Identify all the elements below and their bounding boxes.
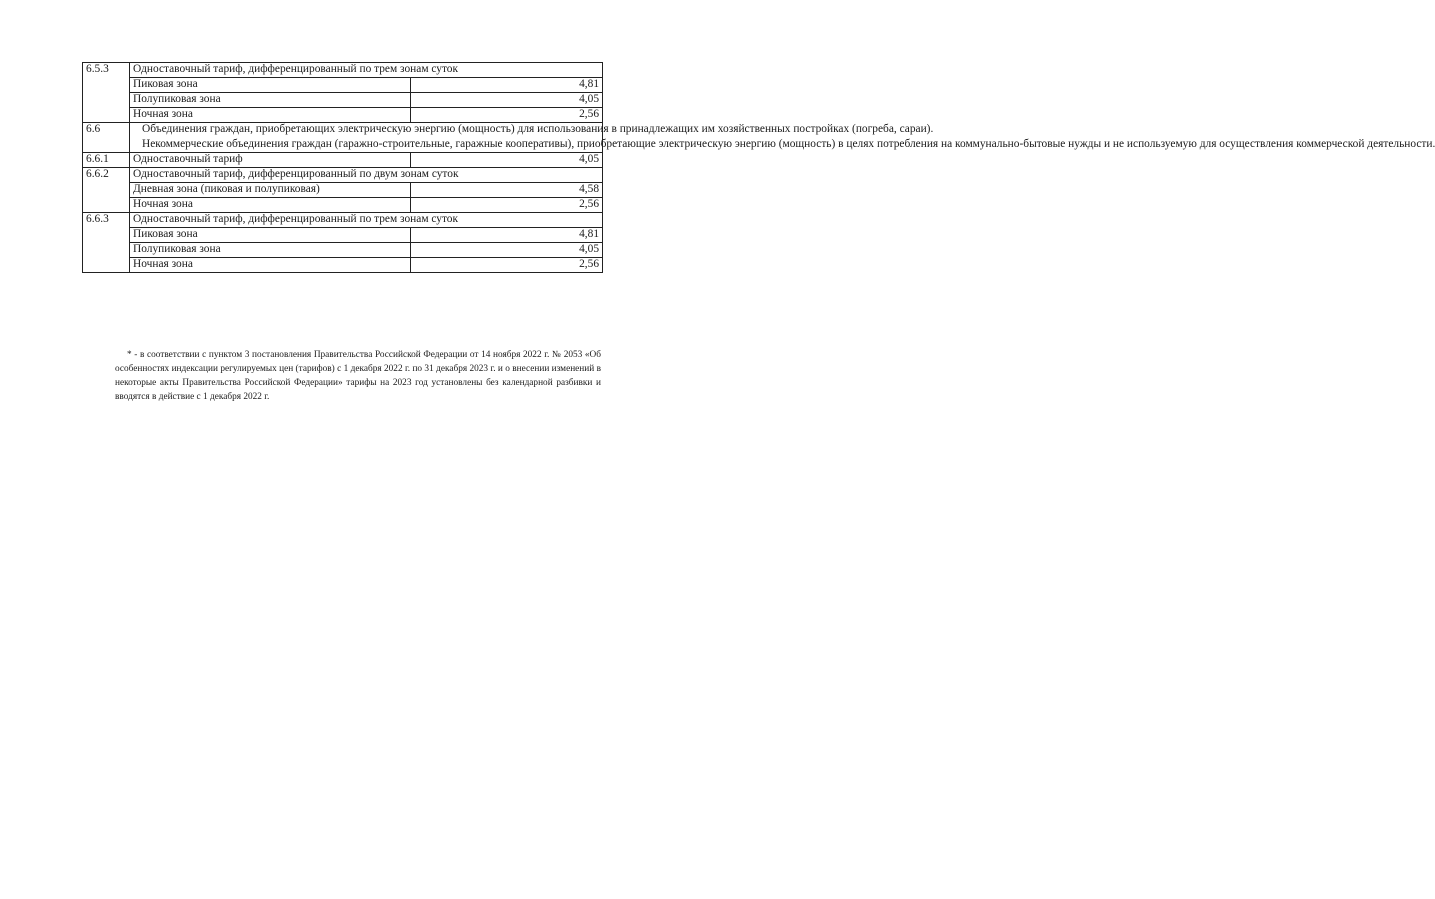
- table-row: [83, 78, 603, 93]
- tariff-table: [82, 62, 1435, 273]
- zone-name: Ночная зона: [130, 258, 411, 273]
- tariff-value: 2,56: [411, 108, 603, 123]
- zone-name: Полупиковая зона: [130, 243, 411, 258]
- table-row-6-6-3-header: [83, 213, 603, 228]
- table-row: [83, 108, 603, 123]
- table-row: [83, 243, 603, 258]
- zone-name: Ночная зона: [130, 198, 411, 213]
- table-row: [83, 258, 603, 273]
- tariff-value: 2,56: [411, 258, 603, 273]
- zone-name: Полупиковая зона: [130, 93, 411, 108]
- tariff-title: Одноставочный тариф: [130, 153, 411, 168]
- row-number: 6.5.3: [83, 63, 130, 123]
- footnote: * - в соответствии с пунктом 3 постановления Правительства Российской Федерации от 14 ноября 2022 г. № 2053 «Об особенностях индексации регулируемых цен (тарифов) с 1 декабря 2022 г. по 31 декабря 2023 г. и о внесении изменений в некоторые акты Правительства Российской Федерации» тарифы на 2023 год установлены без календарной разбивки и вводятся в действие с 1 декабря 2022 г.: [115, 350, 601, 402]
- tariff-title: Одноставочный тариф, дифференцированный по двум зонам суток: [130, 168, 603, 183]
- description-paragraph: Некоммерческие объединения граждан (гаражно-строительные, гаражные кооперативы), приобретающие электрическую энергию (мощность) в целях потребления на коммунально-бытовые нужды и не используемую для осуществления коммерческой деятельности.: [142, 138, 1435, 150]
- row-number: 6.6.2: [83, 168, 130, 213]
- zone-name: Пиковая зона: [130, 78, 411, 93]
- table-row-6-5-3-header: [83, 63, 603, 78]
- row-number: 6.6.1: [83, 153, 130, 168]
- table-row: [83, 183, 603, 198]
- zone-name: Дневная зона (пиковая и полупиковая): [130, 183, 411, 198]
- row-number: 6.6.3: [83, 213, 130, 273]
- tariff-value: 4,58: [411, 183, 603, 198]
- tariff-title: Одноставочный тариф, дифференцированный по трем зонам суток: [130, 213, 603, 228]
- zone-name: Пиковая зона: [130, 228, 411, 243]
- row-number: 6.6: [83, 123, 130, 153]
- tariff-value: 4,81: [411, 78, 603, 93]
- table-row-6-6-2-header: [83, 168, 603, 183]
- tariff-value: 4,05: [411, 243, 603, 258]
- table-row: [83, 93, 603, 108]
- tariff-value: 4,05: [411, 153, 603, 168]
- consumer-group-description: [130, 123, 1435, 153]
- tariff-title: Одноставочный тариф, дифференцированный по трем зонам суток: [130, 63, 603, 78]
- table-row-6-6: [83, 123, 603, 153]
- tariff-value: 4,81: [411, 228, 603, 243]
- tariff-value: 2,56: [411, 198, 603, 213]
- table-row: [83, 198, 603, 213]
- tariff-value: 4,05: [411, 93, 603, 108]
- table-row: [83, 228, 603, 243]
- description-paragraph: Объединения граждан, приобретающих электрическую энергию (мощность) для использования в принадлежащих им хозяйственных постройках (погреба, сараи).: [142, 123, 934, 135]
- zone-name: Ночная зона: [130, 108, 411, 123]
- table-row-6-6-1: [83, 153, 603, 168]
